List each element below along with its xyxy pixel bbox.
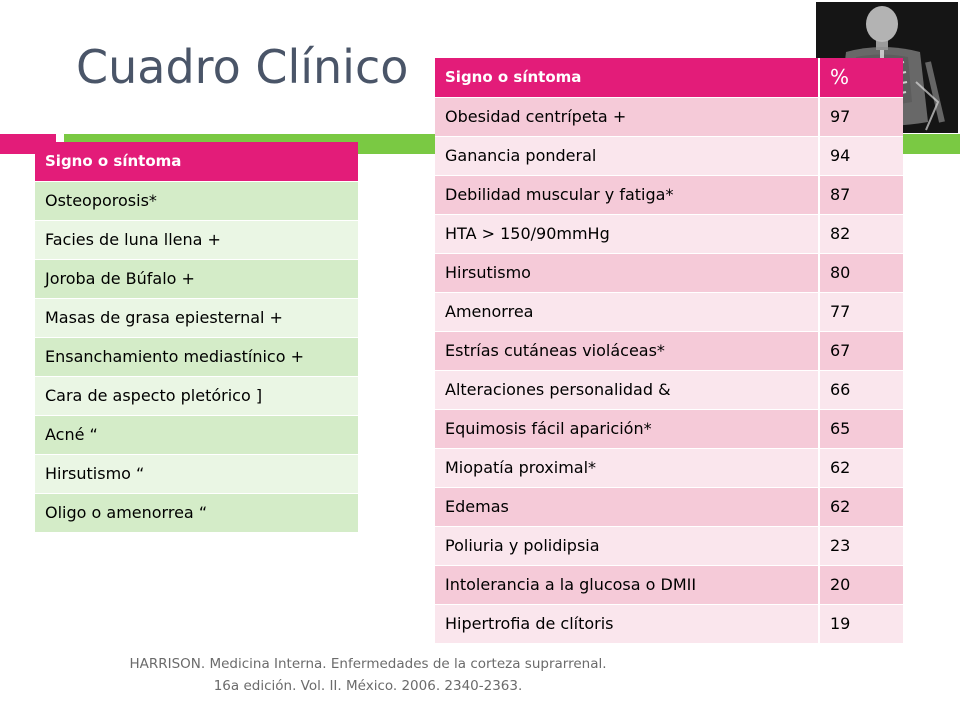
column-header-sign: Signo o síntoma: [435, 58, 819, 97]
table-row: [435, 97, 903, 136]
column-header-sign: Signo o síntoma: [35, 142, 358, 181]
sign-cell: Amenorrea: [435, 292, 819, 331]
sign-cell: Alteraciones personalidad &: [435, 370, 819, 409]
sign-cell: Ganancia ponderal: [435, 136, 819, 175]
table-row: [435, 214, 903, 253]
column-header-percent: %: [819, 58, 903, 97]
table-row: [35, 415, 358, 454]
percent-cell: 19: [819, 604, 903, 643]
table-row: [435, 292, 903, 331]
percent-cell: 97: [819, 97, 903, 136]
table-row: [35, 493, 358, 532]
percent-cell: 62: [819, 487, 903, 526]
sign-cell: Miopatía proximal*: [435, 448, 819, 487]
sign-cell: Masas de grasa epiesternal +: [35, 298, 358, 337]
sign-cell: Estrías cutáneas violáceas*: [435, 331, 819, 370]
sign-cell: Hipertrofia de clítoris: [435, 604, 819, 643]
sign-cell: Oligo o amenorrea “: [35, 493, 358, 532]
sign-cell: Debilidad muscular y fatiga*: [435, 175, 819, 214]
table-row: [35, 454, 358, 493]
sign-cell: Obesidad centrípeta +: [435, 97, 819, 136]
percent-cell: 20: [819, 565, 903, 604]
percent-cell: 23: [819, 526, 903, 565]
table-row: [435, 175, 903, 214]
sign-cell: Poliuria y polidipsia: [435, 526, 819, 565]
citation-line-2: 16a edición. Vol. II. México. 2006. 2340-2363.: [213, 678, 523, 694]
signs-frequency-table: [435, 58, 903, 644]
sign-cell: HTA > 150/90mmHg: [435, 214, 819, 253]
table-row: [435, 487, 903, 526]
percent-cell: 67: [819, 331, 903, 370]
table-row: [35, 298, 358, 337]
percent-cell: 80: [819, 253, 903, 292]
citation: [88, 653, 648, 697]
sign-cell: Cara de aspecto pletórico ]: [35, 376, 358, 415]
table-row: [435, 526, 903, 565]
table-row: [35, 181, 358, 220]
table-row: [435, 253, 903, 292]
percent-cell: 94: [819, 136, 903, 175]
table-row: [35, 376, 358, 415]
sign-cell: Hirsutismo “: [35, 454, 358, 493]
percent-cell: 65: [819, 409, 903, 448]
sign-cell: Edemas: [435, 487, 819, 526]
sign-cell: Equimosis fácil aparición*: [435, 409, 819, 448]
table-row: [435, 565, 903, 604]
percent-cell: 62: [819, 448, 903, 487]
percent-cell: 87: [819, 175, 903, 214]
sign-cell: Facies de luna llena +: [35, 220, 358, 259]
table-row: [435, 448, 903, 487]
sign-cell: Ensanchamiento mediastínico +: [35, 337, 358, 376]
signs-table-left: [35, 142, 358, 533]
table-row: [35, 220, 358, 259]
table-row: [35, 259, 358, 298]
table-row: [435, 409, 903, 448]
table-row: [435, 604, 903, 643]
sign-cell: Joroba de Búfalo +: [35, 259, 358, 298]
percent-cell: 77: [819, 292, 903, 331]
citation-line-1: HARRISON. Medicina Interna. Enfermedades de la corteza suprarrenal.: [129, 656, 607, 672]
table-row: [435, 331, 903, 370]
percent-cell: 66: [819, 370, 903, 409]
table-header-row: [35, 142, 358, 181]
sign-cell: Intolerancia a la glucosa o DMII: [435, 565, 819, 604]
sign-cell: Acné “: [35, 415, 358, 454]
table-row: [435, 136, 903, 175]
sign-cell: Hirsutismo: [435, 253, 819, 292]
sign-cell: Osteoporosis*: [35, 181, 358, 220]
slide-title: Cuadro Clínico: [76, 40, 409, 94]
table-row: [435, 370, 903, 409]
percent-cell: 82: [819, 214, 903, 253]
table-header-row: [435, 58, 903, 97]
table-row: [35, 337, 358, 376]
